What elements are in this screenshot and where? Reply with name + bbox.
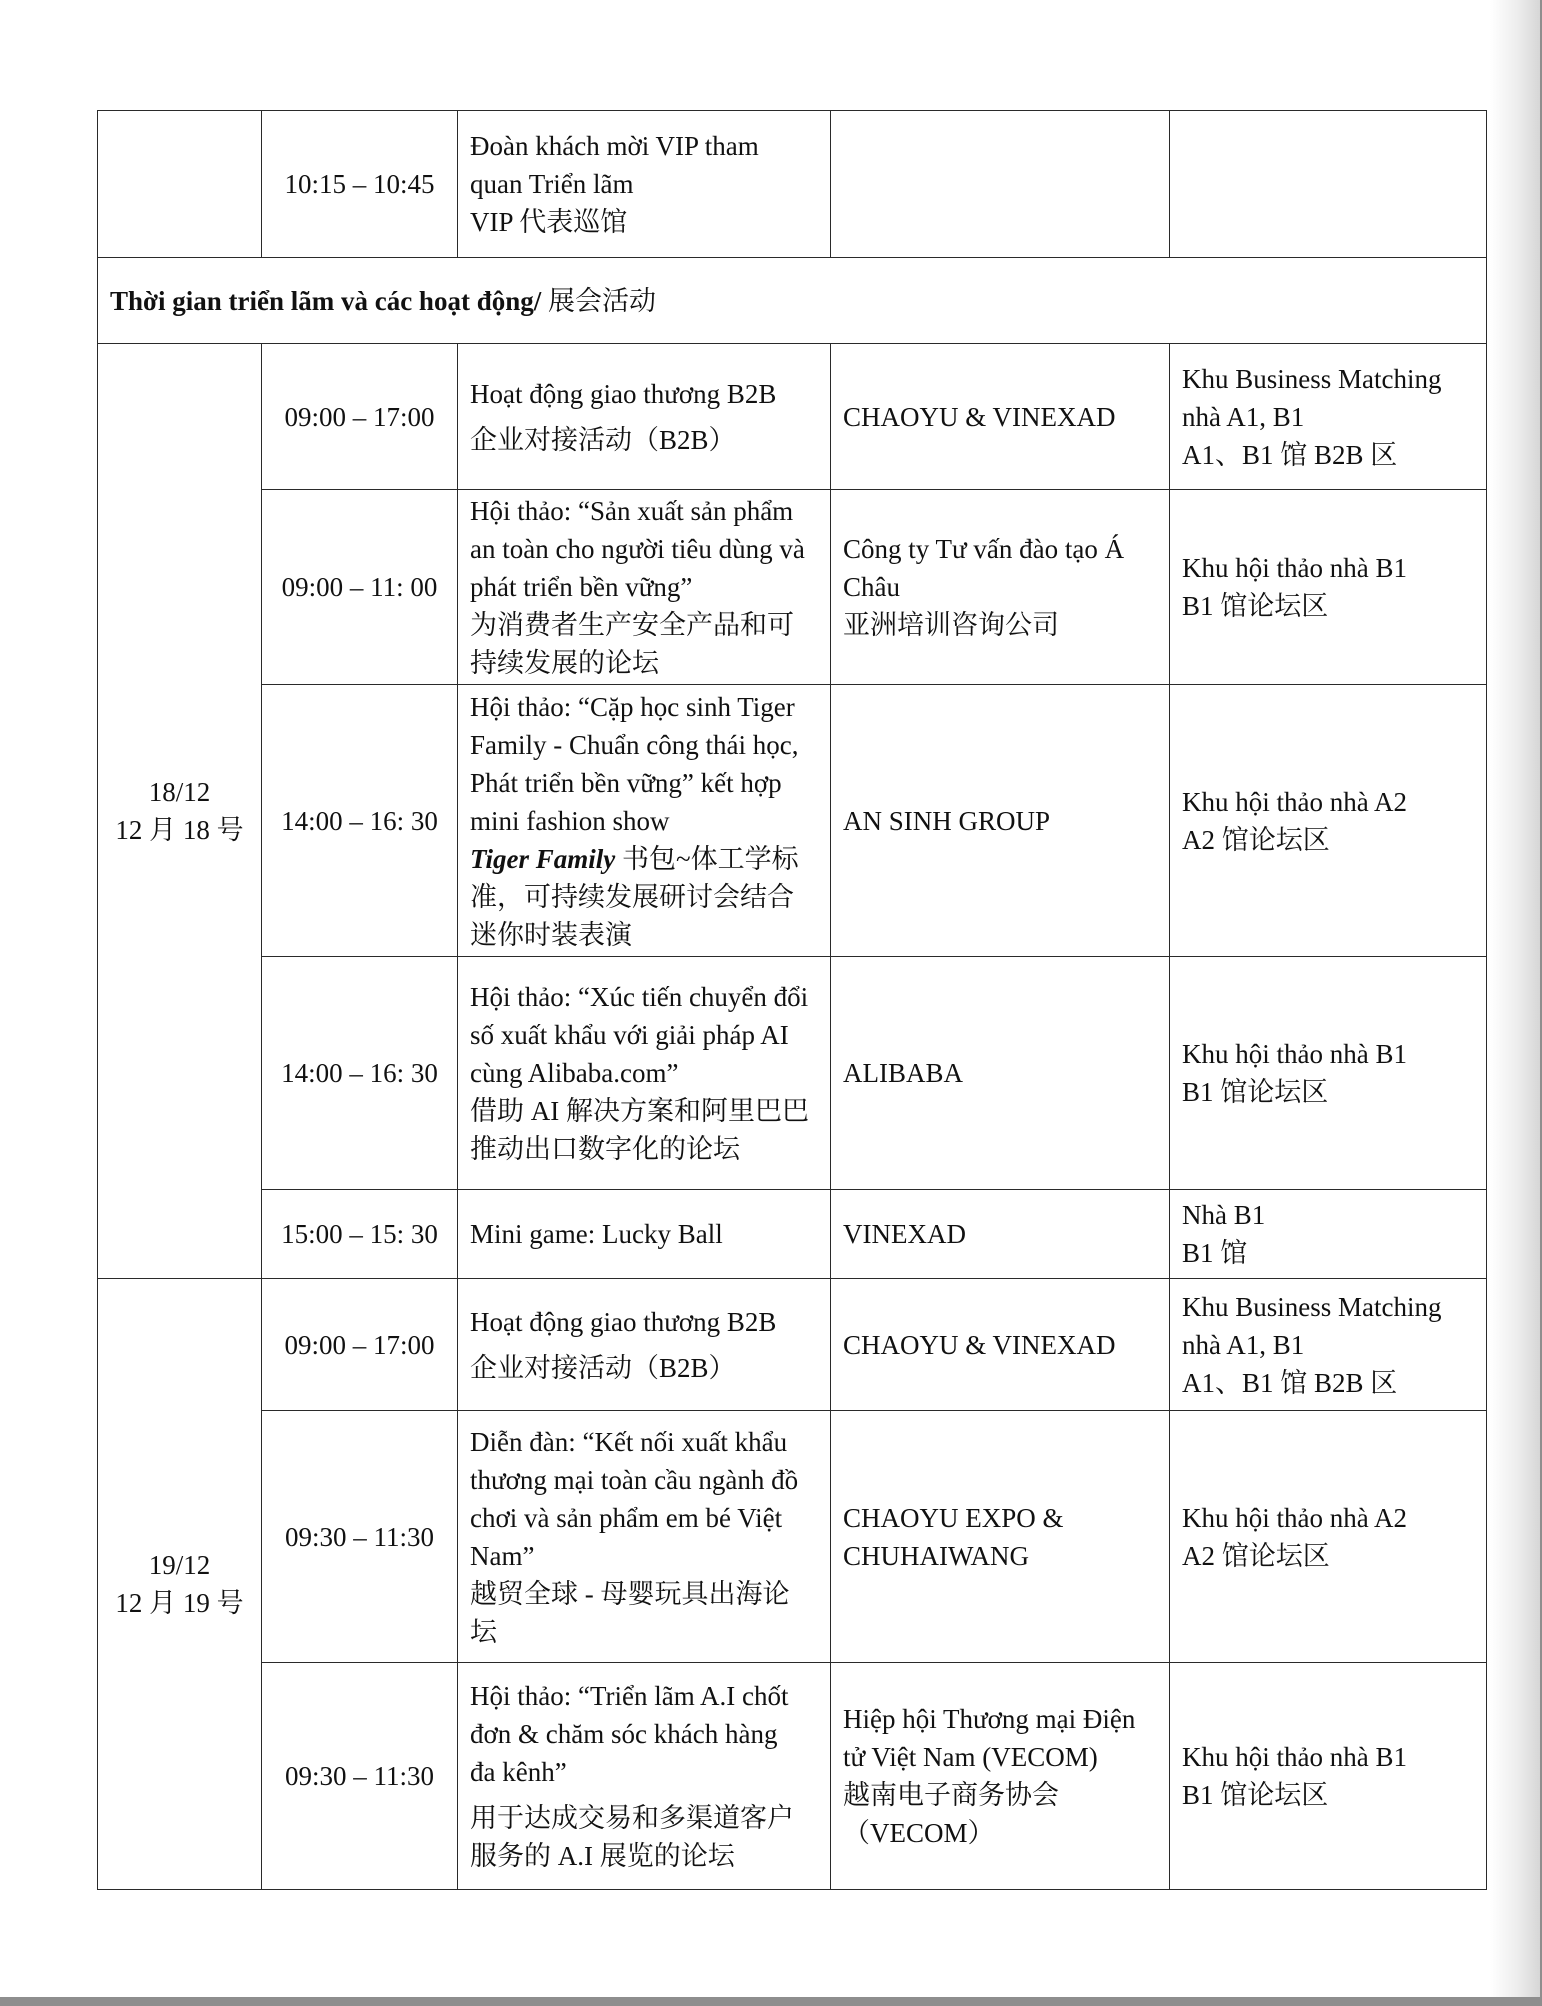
organizer-cell: ALIBABA bbox=[831, 957, 1170, 1190]
activity-cell: Hội thảo: “Triển lãm A.I chốt đơn & chăm sóc khách hàng đa kênh” 用于达成交易和多渠道客户 服务的 A.I 展览的论坛 bbox=[458, 1663, 831, 1890]
location-cell: Khu hội thảo nhà A2 A2 馆论坛区 bbox=[1170, 1411, 1487, 1663]
organizer-cell: Hiệp hội Thương mại Điện tử Việt Nam (VECOM) 越南电子商务协会 （VECOM） bbox=[831, 1663, 1170, 1890]
location-cell: Khu hội thảo nhà B1 B1 馆论坛区 bbox=[1170, 490, 1487, 685]
section-header: Thời gian triển lãm và các hoạt động/ 展会活动 bbox=[98, 258, 1487, 344]
table-row bbox=[98, 957, 1487, 1190]
activity-cell: Hoạt động giao thương B2B 企业对接活动（B2B） bbox=[458, 344, 831, 490]
event-schedule-table bbox=[97, 110, 1487, 1890]
location-cell: Khu hội thảo nhà B1 B1 馆论坛区 bbox=[1170, 1663, 1487, 1890]
organizer-cell: Công ty Tư vấn đào tạo Á Châu 亚洲培训咨询公司 bbox=[831, 490, 1170, 685]
organizer-cell: VINEXAD bbox=[831, 1190, 1170, 1279]
activity-cell: Hội thảo: “Xúc tiến chuyển đổi số xuất khẩu với giải pháp AI cùng Alibaba.com” 借助 AI 解决方案和阿里巴巴 推动出口数字化的论坛 bbox=[458, 957, 831, 1190]
table-row bbox=[98, 1190, 1487, 1279]
location-cell bbox=[1170, 111, 1487, 258]
table-row bbox=[98, 685, 1487, 957]
organizer-cell: CHAOYU & VINEXAD bbox=[831, 344, 1170, 490]
location-cell: Nhà B1 B1 馆 bbox=[1170, 1190, 1487, 1279]
activity-cell: Hội thảo: “Sản xuất sản phẩm an toàn cho người tiêu dùng và phát triển bền vững” 为消费者生产安全产品和可 持续发展的论坛 bbox=[458, 490, 831, 685]
organizer-cell: AN SINH GROUP bbox=[831, 685, 1170, 957]
table-row bbox=[98, 1279, 1487, 1411]
location-cell: Khu hội thảo nhà A2 A2 馆论坛区 bbox=[1170, 685, 1487, 957]
time-cell: 09:00 – 17:00 bbox=[262, 344, 458, 490]
time-cell: 09:30 – 11:30 bbox=[262, 1411, 458, 1663]
date-cell bbox=[98, 111, 262, 258]
section-header-row bbox=[98, 258, 1487, 344]
time-cell: 10:15 – 10:45 bbox=[262, 111, 458, 258]
time-cell: 15:00 – 15: 30 bbox=[262, 1190, 458, 1279]
date-cell-19-12: 19/12 12 月 19 号 bbox=[98, 1279, 262, 1890]
organizer-cell bbox=[831, 111, 1170, 258]
time-cell: 09:00 – 17:00 bbox=[262, 1279, 458, 1411]
location-cell: Khu hội thảo nhà B1 B1 馆论坛区 bbox=[1170, 957, 1487, 1190]
location-cell: Khu Business Matching nhà A1, B1 A1、B1 馆 B2B 区 bbox=[1170, 344, 1487, 490]
time-cell: 14:00 – 16: 30 bbox=[262, 957, 458, 1190]
activity-cell: Hoạt động giao thương B2B 企业对接活动（B2B） bbox=[458, 1279, 831, 1411]
table-row bbox=[98, 1411, 1487, 1663]
table-row bbox=[98, 111, 1487, 258]
table-row bbox=[98, 344, 1487, 490]
location-cell: Khu Business Matching nhà A1, B1 A1、B1 馆 B2B 区 bbox=[1170, 1279, 1487, 1411]
activity-cell: Đoàn khách mời VIP tham quan Triển lãm VIP 代表巡馆 bbox=[458, 111, 831, 258]
date-cell-18-12: 18/12 12 月 18 号 bbox=[98, 344, 262, 1279]
organizer-cell: CHAOYU EXPO & CHUHAIWANG bbox=[831, 1411, 1170, 1663]
organizer-cell: CHAOYU & VINEXAD bbox=[831, 1279, 1170, 1411]
activity-cell: Mini game: Lucky Ball bbox=[458, 1190, 831, 1279]
activity-cell: Hội thảo: “Cặp học sinh Tiger Family - Chuẩn công thái học, Phát triển bền vững” kết hợp mini fashion show Tiger Family 书包~体工学标 准，可持续发展研讨会结合 迷你时装表演 bbox=[458, 685, 831, 957]
time-cell: 09:30 – 11:30 bbox=[262, 1663, 458, 1890]
page-edge-shadow bbox=[1490, 0, 1540, 1997]
table-row bbox=[98, 1663, 1487, 1890]
activity-cell: Diễn đàn: “Kết nối xuất khẩu thương mại toàn cầu ngành đồ chơi và sản phẩm em bé Việt Nam” 越贸全球 - 母婴玩具出海论 坛 bbox=[458, 1411, 831, 1663]
table-row bbox=[98, 490, 1487, 685]
time-cell: 09:00 – 11: 00 bbox=[262, 490, 458, 685]
time-cell: 14:00 – 16: 30 bbox=[262, 685, 458, 957]
